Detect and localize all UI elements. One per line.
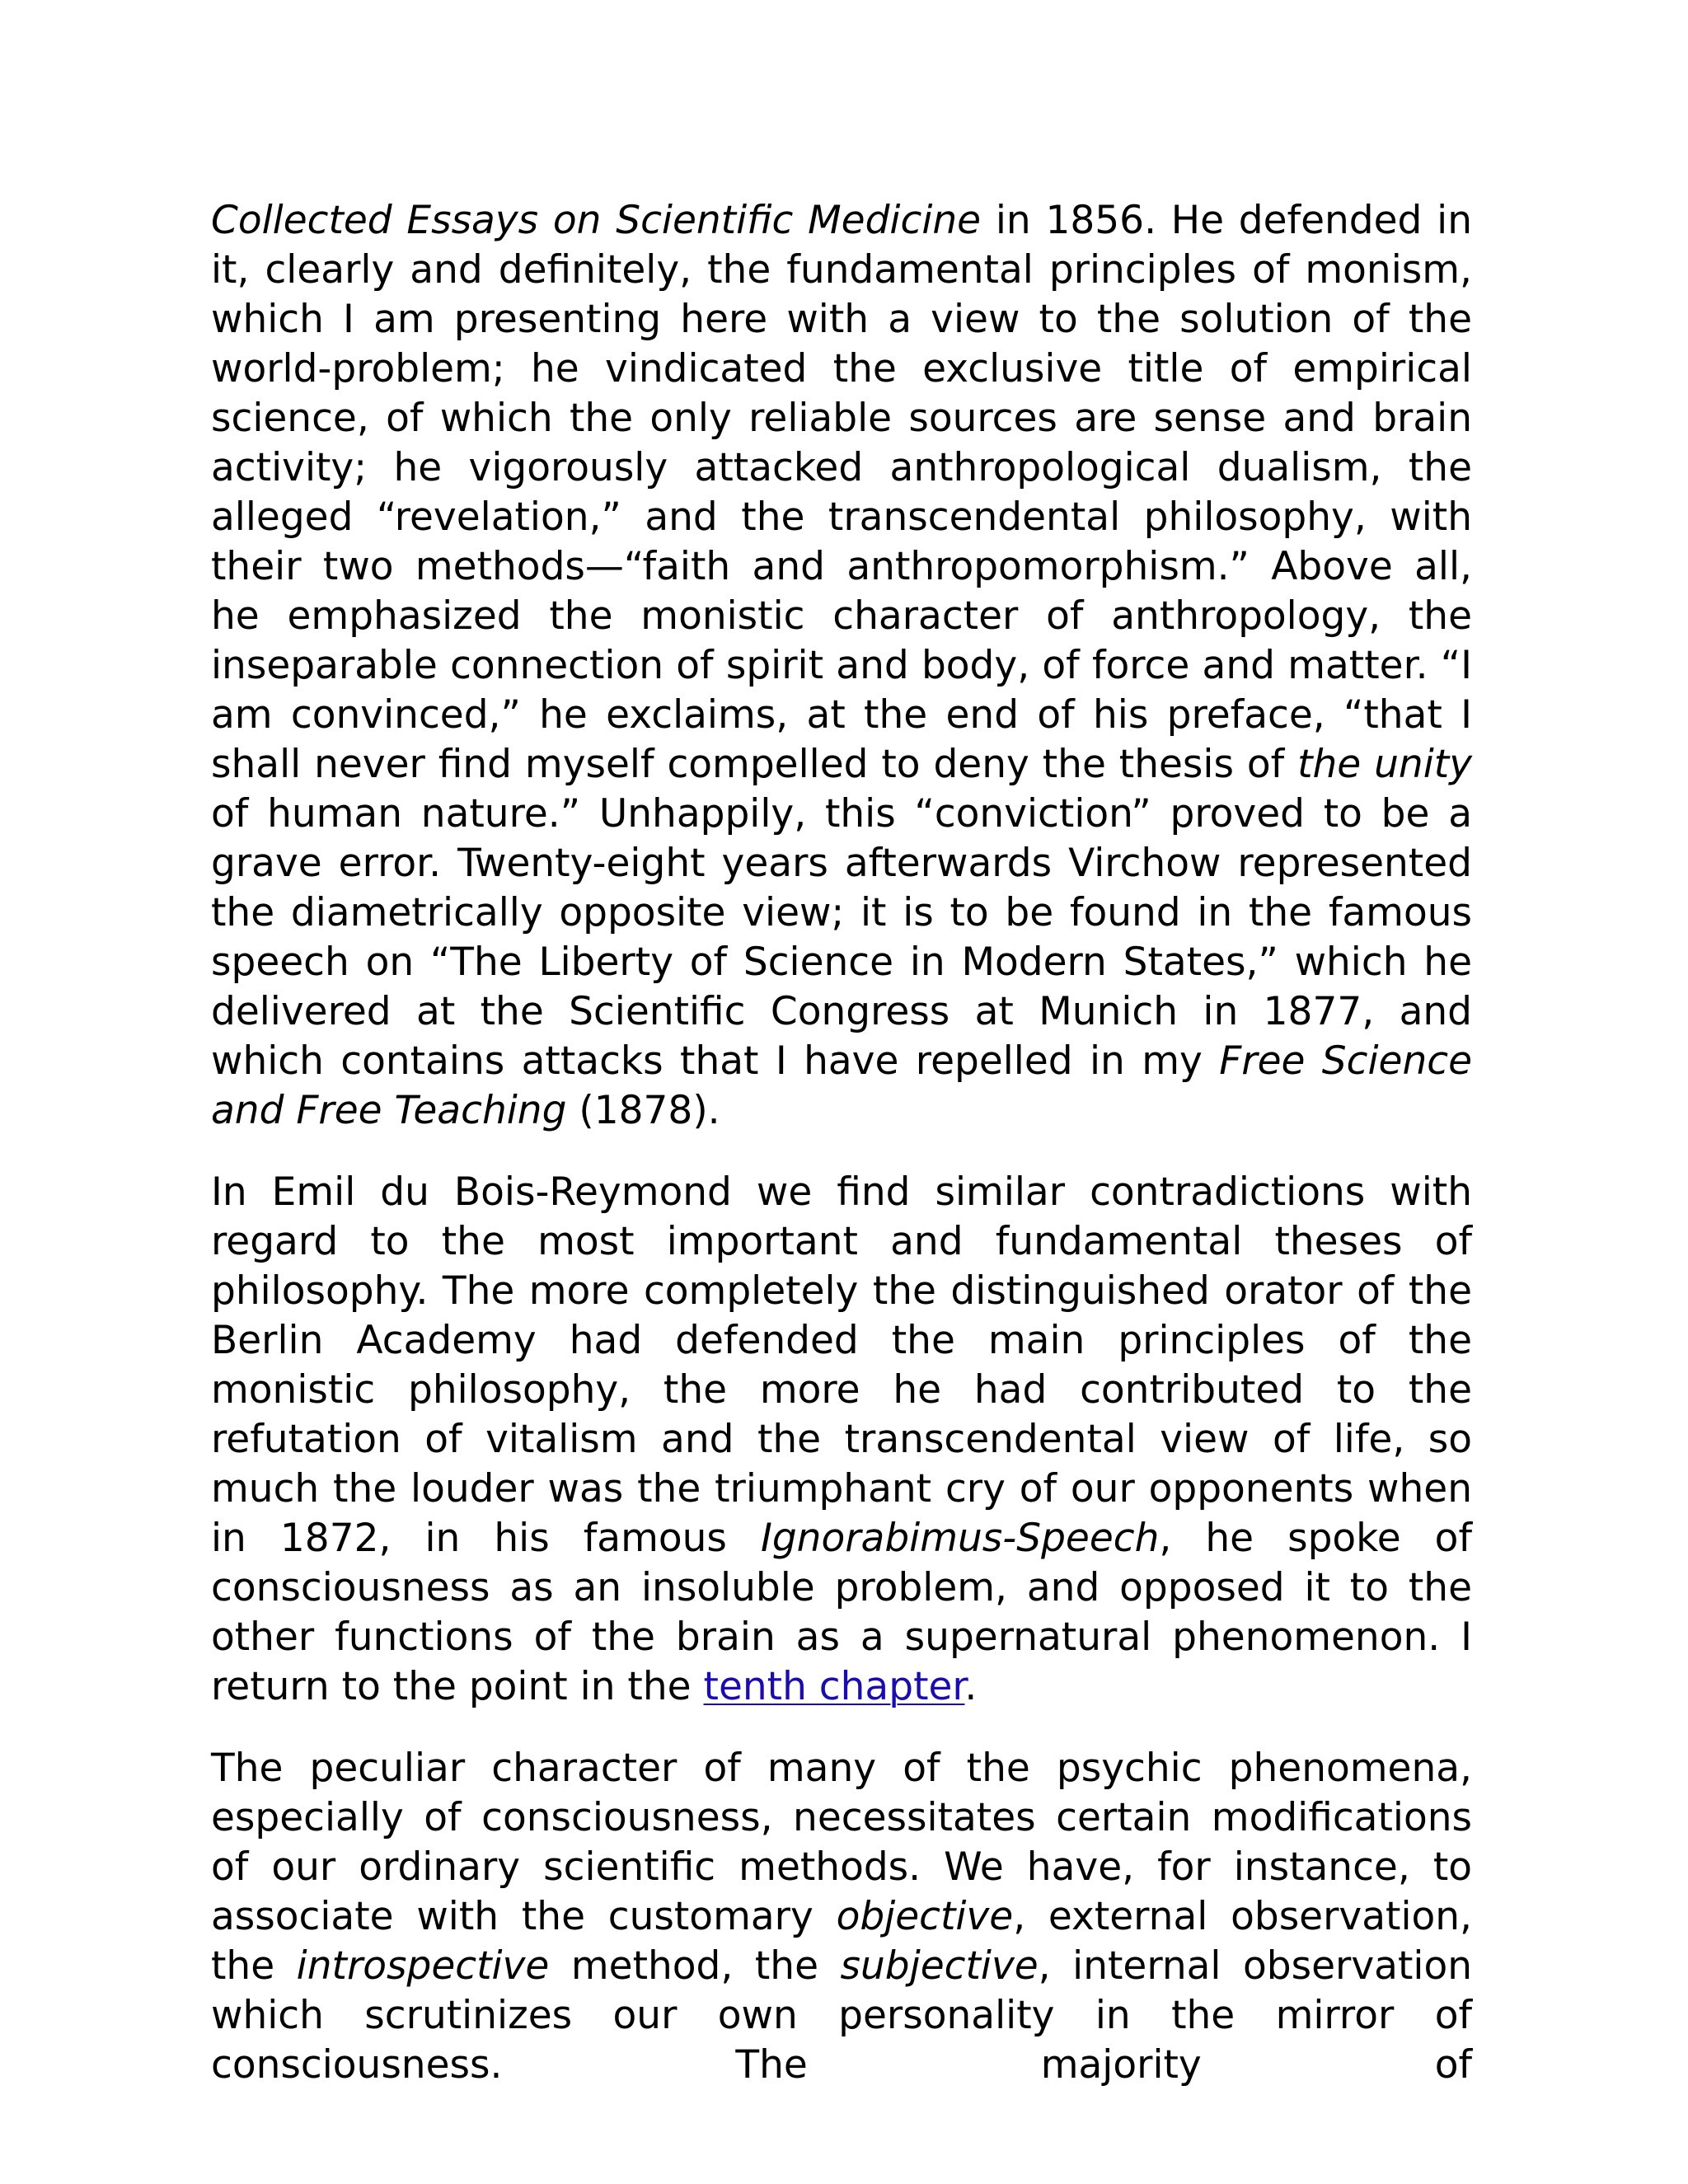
- body-text: in 1856. He defended in it, clearly and definitely, the fundamental principles of monism, which I am presenting here with a view to the solution of the world-problem; he vindicated the exclusive title of empirical science, of which the only reliable sources are sense and brain activity; he vigorously attacked anthropological dualism, the alleged “revelation,” and the transcendental philosophy, with their two methods—“faith and anthropomorphism.” Above all, he emphasized the monistic character of anthropology, the inseparable connection of spirit and body, of force and matter. “I am convinced,” he exclaims, at the end of his preface, “that I shall never find myself compelled to deny the thesis of: [211, 198, 1472, 787]
- italic-title-text: Ignorabimus-Speech: [760, 1516, 1160, 1561]
- body-text: of human nature.” Unhappily, this “conviction” proved to be a grave error. Twenty-eight years afterwards Virchow represented the diametrically opposite view; it is to be found in the famous speech on “The Liberty of Science in Modern States,” which he delivered at the Scientific Congress at Munich in 1877, and which contains attacks that I have repelled in my: [211, 791, 1472, 1084]
- body-text: In Emil du Bois-Reymond we find similar contradictions with regard to the most important and fundamental theses of philosophy. The more completely the distinguished orator of the Berlin Academy had defended the main principles of the monistic philosophy, the more he had contributed to the refutation of vitalism and the transcendental view of life, so much the louder was the triumphant cry of our opponents when in 1872, in his famous: [211, 1169, 1472, 1561]
- chapter-link[interactable]: tenth chapter: [703, 1664, 965, 1709]
- paragraph-3: [211, 1744, 1472, 2090]
- body-text: method, the: [549, 1943, 841, 1989]
- body-text: The peculiar character of many of the psychic phenomena, especially of consciousness, necessitates certain modifications of our ordinary scientific methods. We have, for instance, to associate with the customary: [211, 1746, 1472, 1939]
- paragraph-2: [211, 1168, 1472, 1712]
- italic-title-text: Collected Essays on Scientific Medicine: [211, 198, 982, 243]
- body-text: , he spoke of consciousness as an insoluble problem, and opposed it to the other functions of the brain as a supernatural phenomenon. I return to the point in the: [211, 1516, 1472, 1709]
- body-text: (1878).: [566, 1088, 720, 1133]
- italic-title-text: subjective: [840, 1943, 1039, 1989]
- body-text: .: [964, 1664, 978, 1709]
- italic-title-text: the unity: [1297, 742, 1473, 787]
- body-text: , internal observation which scrutinizes our own personality in the mirror of consciousness. The majority of: [211, 1943, 1472, 2088]
- italic-title-text: objective: [836, 1894, 1014, 1939]
- document-page: [211, 196, 1472, 2090]
- italic-title-text: Free Science and Free Teaching: [211, 1038, 1472, 1133]
- italic-title-text: introspective: [296, 1943, 550, 1989]
- body-text: , external observation, the: [211, 1894, 1472, 1989]
- paragraph-1: [211, 196, 1472, 1136]
